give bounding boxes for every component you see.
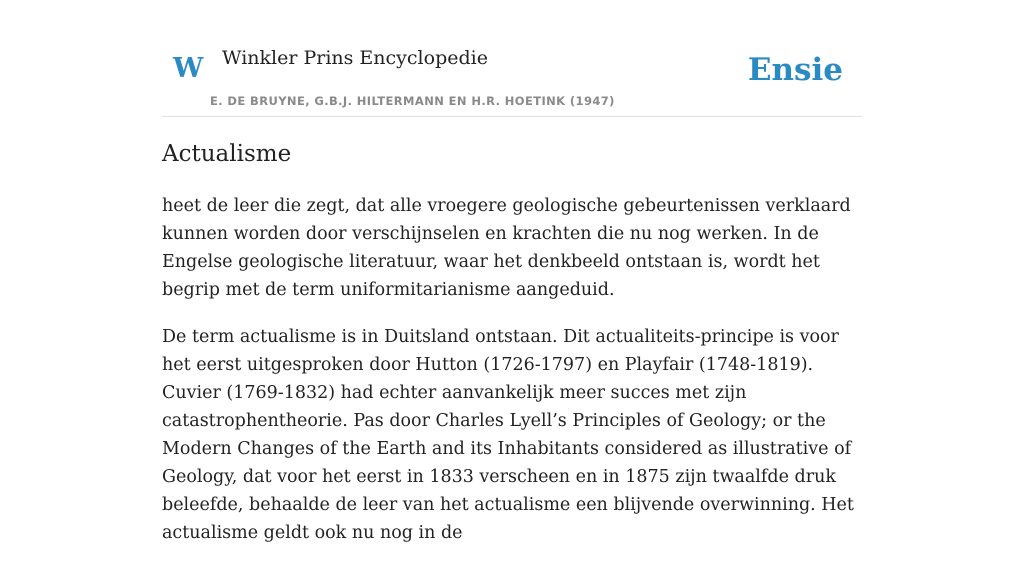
page xyxy=(162,0,862,543)
site-header xyxy=(162,0,862,117)
entry-title: Actualisme xyxy=(162,141,292,167)
paragraph: De term actualisme is in Duitsland ontstaan. Dit actualiteits-principe is voor het eerst uitgesproken door Hutton (1726-1797) en Playfair (1748-1819). Cuvier (1769-1832) had echter aanvankelijk meer succes met zijn catastrophentheorie. Pas door Charles Lyell’s Principles of Geology; or the Modern Changes of the Earth and its Inhabitants considered as illustrative of Geology, dat voor het eerst in 1833 verscheen en in 1875 zijn twaalfde druk beleefde, behaalde de leer van het actualisme een blijvende overwinning. Het actualisme geldt ook nu nog in de xyxy=(162,327,854,543)
article-body xyxy=(162,192,862,566)
paragraph: heet de leer die zegt, dat alle vroegere geologische gebeurtenissen verklaard kunnen worden door verschijnselen en krachten die nu nog werken. In de Engelse geologische literatuur, waar het denkbeeld ontstaan is, wordt het begrip met de term uniformitarianisme aangeduid. xyxy=(162,196,851,300)
authors-line: E. DE BRUYNE, G.B.J. HILTERMANN EN H.R. HOETINK (1947) xyxy=(210,94,615,108)
encyclopedia-title[interactable]: Winkler Prins Encyclopedie xyxy=(222,47,488,69)
ensie-logo[interactable]: Ensie xyxy=(747,52,843,88)
winkler-prins-logo[interactable]: W xyxy=(173,53,204,84)
